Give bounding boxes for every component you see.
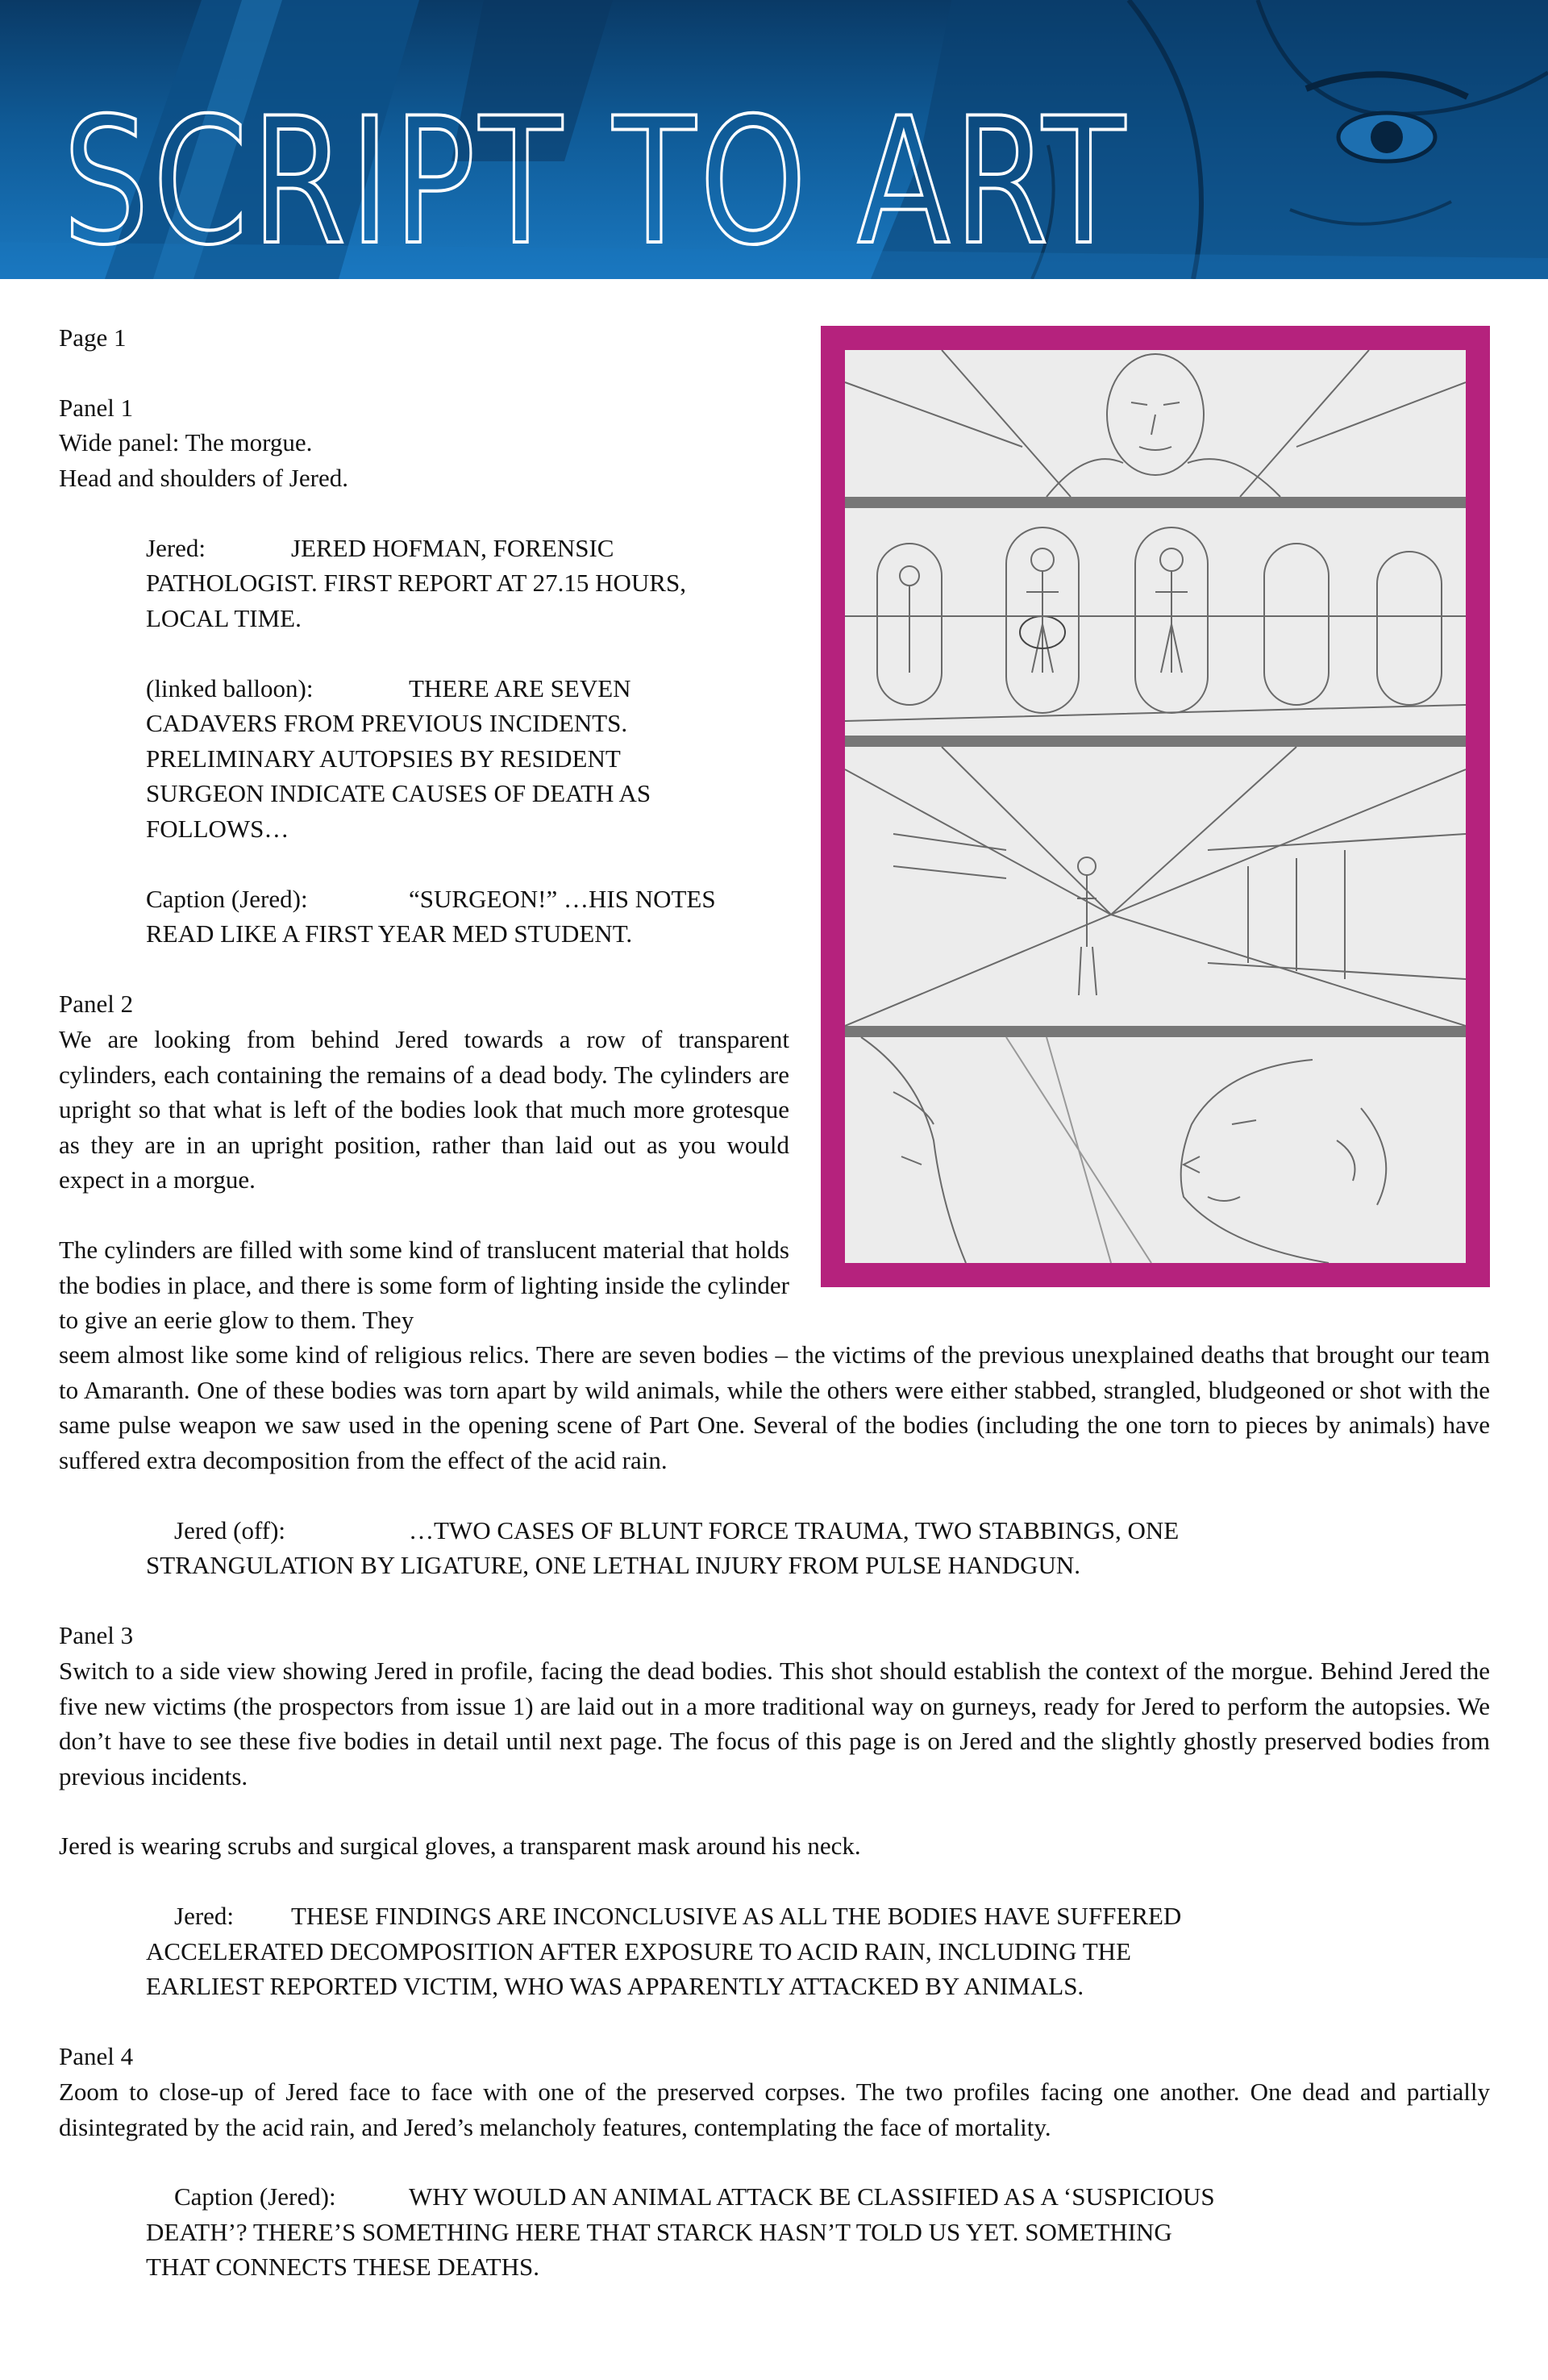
- panel-3-dialogue-1-line-1: THESE FINDINGS ARE INCONCLUSIVE AS ALL THE BODIES HAVE SUFFERED: [291, 1902, 1182, 1930]
- panel-4-dialogue-1-speaker: Caption (Jered):: [174, 2182, 336, 2211]
- panel-3-paragraph-1: Switch to a side view showing Jered in profile, facing the dead bodies. This shot should establish the context of the morgue. Behind Jered the five new victims (the prospectors from issue 1) are laid out in a more traditional way on gurneys, ready for Jered to perform the autopsies. We don’t have to see these five bodies in detail until next page. The focus of this page is on Jered and the slightly ghostly preserved bodies from previous incidents.: [59, 1657, 1490, 1790]
- panel-2-dialogue-1-line-1: …TWO CASES OF BLUNT FORCE TRAUMA, TWO STABBINGS, ONE: [409, 1516, 1180, 1544]
- panel-1-line-2: Head and shoulders of Jered.: [59, 464, 348, 492]
- storyboard-sketch: [845, 350, 1466, 1263]
- panel-3-dialogue-1-line-2: ACCELERATED DECOMPOSITION AFTER EXPOSURE TO ACID RAIN, INCLUDING THE: [146, 1937, 1131, 1965]
- panel-1-dialogue-1-line-3: LOCAL TIME.: [146, 604, 302, 632]
- storyboard-frame: [821, 326, 1490, 1287]
- panel-2-heading: Panel 2: [59, 990, 134, 1018]
- panel-1-dialogue-2-line-1: THERE ARE SEVEN: [409, 674, 631, 702]
- page-title: SCRIPT TO ART: [63, 81, 1130, 279]
- panel-1-heading: Panel 1: [59, 394, 134, 422]
- panel-1-dialogue-3-speaker: Caption (Jered):: [146, 885, 308, 913]
- page-label: Page 1: [59, 323, 127, 352]
- panel-1-dialogue-2-speaker: (linked balloon):: [146, 674, 314, 702]
- panel-3-heading: Panel 3: [59, 1621, 134, 1649]
- panel-1-dialogue-1-speaker: Jered:: [146, 534, 206, 562]
- panel-2-paragraph-2b: seem almost like some kind of religious relics. There are seven bodies – the victims of the previous unexplained deaths that brought our team to Amaranth. One of these bodies was torn apart by wild animals, while the others were either stabbed, strangled, bludgeoned or shot with the same pulse weapon we saw used in the opening scene of Part One. Several of the bodies (including the one torn to pieces by animals) have suffered extra decomposition from the effect of the acid rain.: [59, 1340, 1490, 1474]
- panel-3-dialogue-1-speaker: Jered:: [174, 1902, 235, 1930]
- panel-1-dialogue-2-line-2: CADAVERS FROM PREVIOUS INCIDENTS.: [146, 709, 628, 737]
- panel-1-dialogue-3-line-1: “SURGEON!” …HIS NOTES: [409, 885, 716, 913]
- panel-1-dialogue-2-line-4: SURGEON INDICATE CAUSES OF DEATH AS: [146, 779, 651, 807]
- panel-2-paragraph-2a: The cylinders are filled with some kind of translucent material that holds the bodies in place, and there is some form of lighting inside the cylinder to give an eerie glow to them. They: [59, 1236, 789, 1334]
- panel-4-dialogue-1-line-1: WHY WOULD AN ANIMAL ATTACK BE CLASSIFIED AS A ‘SUSPICIOUS: [409, 2182, 1215, 2211]
- panel-3-paragraph-2: Jered is wearing scrubs and surgical gloves, a transparent mask around his neck.: [59, 1832, 861, 1860]
- storyboard-art: [845, 350, 1466, 1263]
- panel-4-paragraph-1: Zoom to close-up of Jered face to face with one of the preserved corpses. The two profiles facing one another. One dead and partially disintegrated by the acid rain, and Jered’s melancholy features, contemplating the face of mortality.: [59, 2078, 1490, 2141]
- panel-2-dialogue-1-speaker: Jered (off):: [174, 1516, 286, 1544]
- header-banner: [0, 0, 1548, 279]
- panel-2-paragraph-1: We are looking from behind Jered towards a row of transparent cylinders, each containing the remains of a dead body. The cylinders are upright so that what is left of the bodies look that much more grotesque as they are in an upright position, rather than laid out as you would expect in a morgue.: [59, 1025, 789, 1194]
- panel-1-dialogue-3-line-2: READ LIKE A FIRST YEAR MED STUDENT.: [146, 919, 633, 948]
- panel-2-dialogue-1-line-2: STRANGULATION BY LIGATURE, ONE LETHAL INJURY FROM PULSE HANDGUN.: [146, 1551, 1081, 1579]
- panel-4-dialogue-1-line-3: THAT CONNECTS THESE DEATHS.: [146, 2253, 539, 2281]
- panel-1-line-1: Wide panel: The morgue.: [59, 428, 313, 456]
- panel-3-dialogue-1-line-3: EARLIEST REPORTED VICTIM, WHO WAS APPARENTLY ATTACKED BY ANIMALS.: [146, 1972, 1084, 2000]
- panel-1-dialogue-2-line-3: PRELIMINARY AUTOPSIES BY RESIDENT: [146, 744, 621, 773]
- panel-4-dialogue-1-line-2: DEATH’? THERE’S SOMETHING HERE THAT STARCK HASN’T TOLD US YET. SOMETHING: [146, 2218, 1172, 2246]
- panel-1-dialogue-2-line-5: FOLLOWS…: [146, 815, 289, 843]
- panel-4-heading: Panel 4: [59, 2042, 134, 2070]
- panel-1-dialogue-1-line-2: PATHOLOGIST. FIRST REPORT AT 27.15 HOURS,: [146, 569, 686, 597]
- panel-1-dialogue-1-line-1: JERED HOFMAN, FORENSIC: [291, 534, 614, 562]
